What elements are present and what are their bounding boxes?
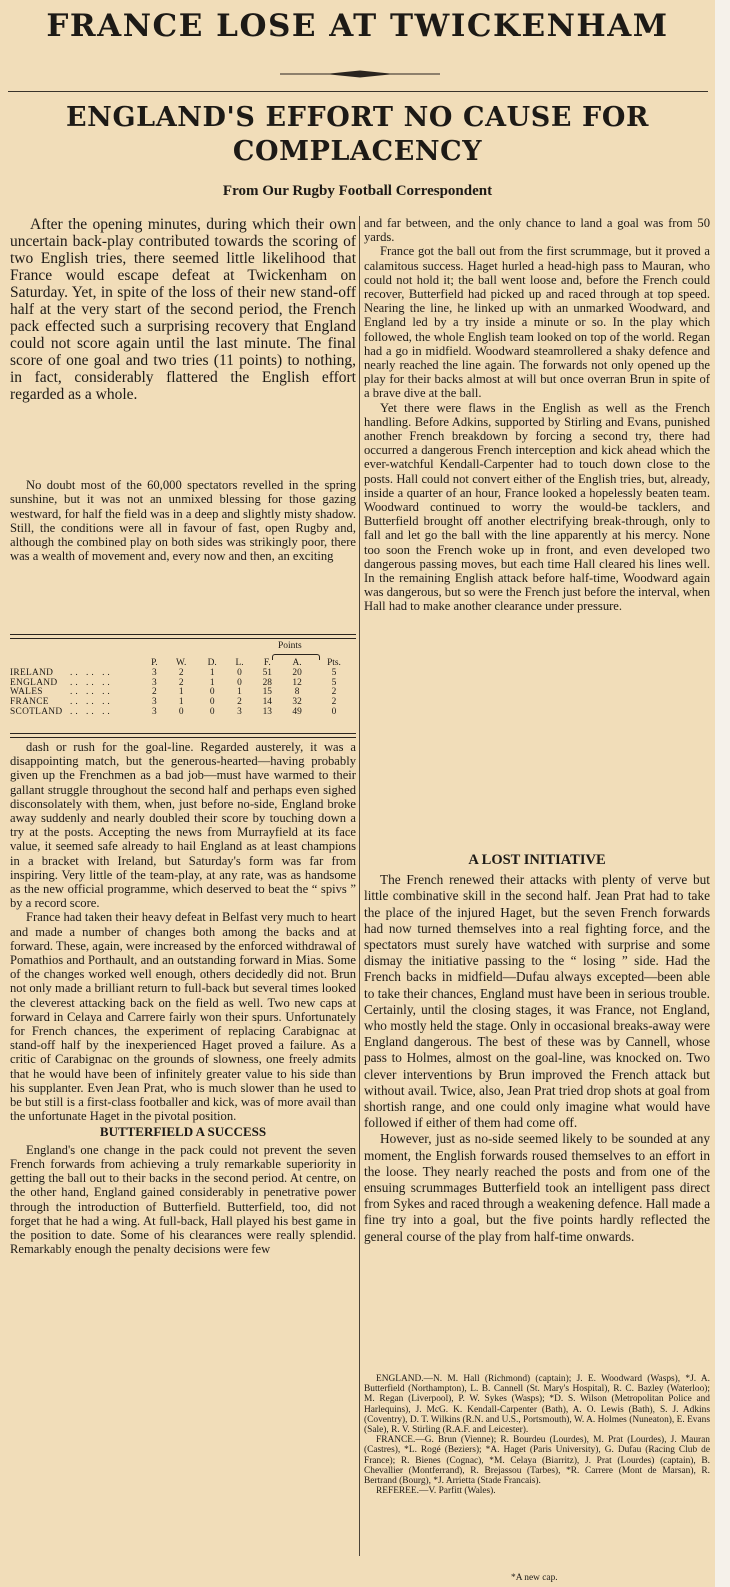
team-name: SCOTLAND (10, 706, 63, 717)
cell: 1 (209, 677, 215, 688)
lead-column (10, 216, 356, 403)
cell: 51 (262, 667, 272, 678)
cell: 0 (237, 677, 242, 688)
cell: 12 (292, 677, 302, 688)
cell: 1 (237, 687, 242, 698)
cell: 3 (152, 706, 157, 717)
cell: 5 (331, 677, 337, 688)
header-rule (8, 91, 708, 92)
header-won: W. (176, 658, 187, 668)
lead-paragraph: After the opening minutes, during which their own uncertain back-play contributed towards the scoring of two English tries, there seemed little likelihood that France would escape defeat at Twickenham on Saturday. Yet, in spite of the loss of their new stand-off half at the very start of the second period, the French pack effected such a surprising recovery that England could not score again until the last minute. The final score of one goal and two tries (11 points) to nothing, in fact, considerably flattered the English effort regarded as a whole. (10, 216, 356, 403)
cell: 32 (292, 697, 302, 708)
column-divider (359, 216, 360, 1556)
footnote: *A new cap. (511, 1573, 558, 1583)
cell: 0 (209, 687, 215, 698)
team-england: ENGLAND.—N. M. Hall (Richmond) (captain); J. E. Woodward (Wasps), *J. A. Butterfield (Northampton), L. B. Cannell (St. Mary's Hospital), R. C. Bazley (Waterloo); M. Regan (Liverpool), P. W. Sykes (Wasps); *D. S. Wilson (Metropolitan Police and Harlequins), J. McG. K. Kendall-Carpenter (Bath), A. O. Lewis (Bath), S. J. Adkins (Coventry), D. T. Wilkins (R.N. and U.S., Portsmouth), W. A. Holmes (Nuneaton), E. Evans (Sale), R. V. Stirling (R.A.F. and Leicester). (364, 1374, 710, 1436)
subhead-initiative: A LOST INITIATIVE (468, 852, 606, 868)
cell: 2 (178, 667, 184, 678)
cell: 0 (331, 706, 337, 717)
team-lineups (364, 1374, 710, 1496)
header-lost: L. (235, 658, 244, 668)
cell: 13 (262, 706, 272, 717)
subheadline-line-1: ENGLAND'S EFFORT NO CAUSE FOR (66, 102, 649, 133)
cell: 2 (178, 677, 184, 688)
cell: 0 (237, 667, 242, 678)
cell: 3 (237, 706, 242, 717)
headline: FRANCE LOSE AT TWICKENHAM (46, 8, 669, 44)
byline: From Our Rugby Football Correspondent (222, 183, 493, 199)
cell: 2 (331, 687, 337, 698)
subheadline (0, 101, 715, 169)
table-row (10, 708, 356, 718)
right-column-upper (364, 216, 710, 614)
subheadline-line-2: COMPLACENCY (232, 136, 483, 167)
cell: 2 (152, 687, 157, 698)
cell: 8 (294, 687, 300, 698)
leader-dots: .. .. .. (70, 706, 113, 717)
cell: 3 (152, 677, 157, 688)
cell: 28 (262, 677, 272, 688)
cell: 0 (209, 697, 215, 708)
cell: 3 (152, 697, 157, 708)
cell: 1 (209, 667, 215, 678)
cell: 2 (237, 697, 242, 708)
cell: 3 (152, 667, 157, 678)
paragraph-change: England's one change in the pack could not prevent the seven French forwards from achieving a truly remarkable superiority in getting the ball out to their backs in the second period. At centre, on the other hand, England gained considerably in penetrative power through the introduction of Butterfield. Butterfield, too, did not forget that he had a wing. At full-back, Hall played his best game in the position to date. Some of his clearances were really splendid. Remarkably enough the penalty decisions were few (10, 1142, 356, 1257)
cell: 14 (262, 697, 272, 708)
cell: 49 (292, 706, 302, 717)
header-points: Pts. (327, 658, 341, 668)
team-france: FRANCE.—G. Brun (Vienne); R. Bourdeu (Lourdes), M. Prat (Lourdes), J. Mauran (Castres), *L. Rogé (Beziers); *A. Haget (Paris University), G. Dufau (Racing Club de France); R. Bienes (Cognac), *M. Celaya (Biarritz), J. Prat (Lourdes) (captain), B. Chevallier (Montferrand), R. Brejassou (Tarbes), *R. Carrere (Mont de Marsan), R. Bertrand (Bourg), *J. Arrietta (Stade Francais). (364, 1435, 710, 1487)
header-for: F. (263, 658, 271, 668)
team-name: IRELAND (10, 667, 54, 678)
paragraph-dash: dash or rush for the goal-line. Regarded austerely, it was a disappointing match, but the generous-hearted—having probably given up the Frenchmen as a bad job—must have warmed to their gallant struggle throughout the second half and perhaps even sighed disconsolately with them, when, just before no-side, England broke away suddenly and nearly doubled their score by touching down a try at the posts. Accepting the news from Murrayfield at its face value, it seemed safe already to hail England as at least champions in a bracket with Ireland, but Saturday's form was far from inspiring. Very little of the team-play, at any rate, was as handsome as the new official programme, which deserved to beat the “ spivs ” by a record score. (10, 740, 356, 911)
paragraph-belfast: France had taken their heavy defeat in Belfast very much to heart and made a number of changes both among the backs and at forward. These, again, were increased by the enforced withdrawal of Pomathios and Porthault, and an outstanding forward in Mias. Some of the changes worked well enough, others decidedly did not. Brun not only made a brilliant return to full-back but several times looked the cleverest attacking back on the field as well. Two new caps at forward in Celaya and Carrere fairly won their spurs. Unfortunately for French chances, the experiment of replacing Carabignac at stand-off half by the inexperienced Haget proved a failure. As a critic of Carabignac on the grounds of slowness, one freely admits that he would have been of infinitely greater value to his side than his supplanter. Even Jean Prat, who is much slower than he used to be but still is a first-class footballer and kick, was of more avail than the unfortunate Haget in the pivotal position. (10, 910, 356, 1124)
team-name: WALES (10, 687, 43, 698)
referee: REFEREE.—V. Parfitt (Wales). (376, 1486, 496, 1497)
leader-dots: .. .. .. (70, 667, 113, 678)
background-margin (715, 0, 730, 1587)
paragraph-spectators: No doubt most of the 60,000 spectators revelled in the spring sunshine, but it was not an unmixed blessing for those gazing westward, for half the field was in a deep and slightly misty shadow. Still, the conditions were all in favour of fast, open Rugby and, although the combined play on both sides was strikingly poor, there was a wealth of movement and, every now and then, an exciting (10, 478, 356, 564)
paragraph-far: and far between, and the only chance to land a goal was from 50 yards. (364, 216, 710, 245)
cell: 15 (262, 687, 272, 698)
cell: 1 (178, 687, 184, 698)
cell: 20 (292, 667, 302, 678)
leader-dots: .. .. .. (70, 697, 113, 708)
cell: 0 (178, 706, 184, 717)
cell: 0 (209, 706, 215, 717)
header-played: P. (151, 658, 158, 668)
standings-table (10, 659, 356, 718)
right-column-middle (364, 852, 710, 1245)
subhead-butterfield: BUTTERFIELD A SUCCESS (99, 1124, 267, 1140)
left-column-lower (10, 740, 356, 1256)
ornament-divider (280, 70, 440, 78)
header-against: A. (292, 658, 302, 668)
cell: 5 (331, 667, 337, 678)
paragraph-flaws: Yet there were flaws in the English as well as the French handling. Before Adkins, supported by Stirling and Evans, punished another French breakdown by forcing a second try, there had occurred a dangerous French interception and kick ahead which the ever-watchful Kendall-Carpenter had to touch down close to the posts. Hall could not convert either of the English tries, but, already, inside a quarter of an hour, France looked a hopelessly beaten team. Woodward continued to worry the would-be tacklers, and Butterfield brought off another electrifying break-through, only to fall and let go the ball with the line apparently at his mercy. None too soon the French woke up in front, and even developed two dangerous passing moves, but each time Hall cleared his lines well. In the remaining English attack before half-time, Woodward again was dangerous, but so were the French just before the interval, when Hall had to make another clearance under pressure. (364, 400, 710, 614)
cell: 1 (178, 697, 184, 708)
cell: 2 (331, 697, 337, 708)
table-top-rule (10, 634, 356, 639)
team-name: FRANCE (10, 697, 49, 708)
header-drawn: D. (207, 658, 217, 668)
left-column-upper (10, 478, 356, 564)
points-label: Points (278, 641, 302, 651)
leader-dots: .. .. .. (70, 677, 113, 688)
team-name: ENGLAND (10, 677, 58, 688)
table-bottom-rule (10, 733, 356, 738)
paragraph-however: However, just as no-side seemed likely to be sounded at any moment, the English forwards roused themselves to an effort in the loose. They nearly reached the posts and from one of the ensuing scrummages Butterfield took an intelligent pass direct from Sykes and raced through a weakening defence. Hall made a fine try into a goal, but the five points hardly reflected the general course of the play from half-time onwards. (364, 1131, 710, 1244)
championship-table (10, 634, 356, 738)
paragraph-scrummage: France got the ball out from the first scrummage, but it proved a calamitous success. Haget hurled a head-high pass to Mauran, who could not hold it; the ball went loose and, before the French could recover, Butterfield had picked up and raced through at top speed. Nearing the line, he linked up with an unmarked Woodward, and England led by a try inside a minute or so. In the play which followed, the whole English team looked on top of the world. Regan had a go in midfield. Woodward steamrollered a shaky defence and nearly reached the line again. The forwards not only opened up the play for their backs almost at will but once overran Brun in spite of a brave dive at the ball. (364, 244, 710, 401)
leader-dots: .. .. .. (70, 687, 113, 698)
paragraph-renewed: The French renewed their attacks with plenty of verve but little combinative skill in the second half. Jean Prat had to take the place of the injured Haget, but the seven French forwards had now turned themselves into a real fighting force, and the spectators must surely have watched with surprise and some dismay the initiative passing to the “ losing ” side. Had the French backs in midfield—Dufau always excepted—been able to take their chances, England must have been in serious trouble. Certainly, until the closing stages, it was France, not England, who mostly held the stage. Only in occasional breaks-away were England dangerous. The best of these was by Cannell, whose pass to Holmes, almost on the goal-line, was knocked on. Two clever interventions by Brun improved the French attack but without avail. Twice, also, Jean Prat tried drop shots at goal from shortish range, and one could only imagine what would have followed if either of them had come off. (364, 872, 710, 1131)
